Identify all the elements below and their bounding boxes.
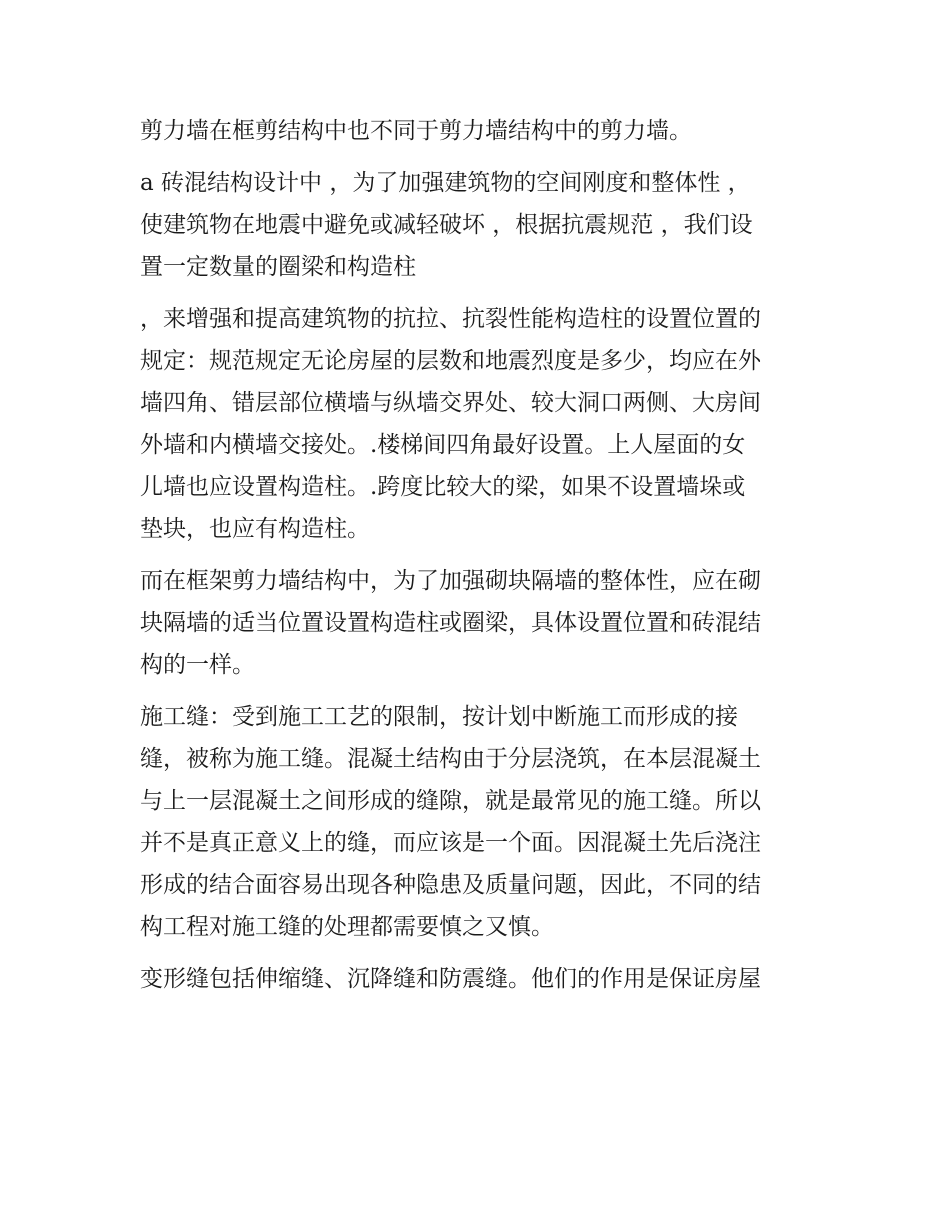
text-line: 而在框架剪力墙结构中，为了加强砌块隔墙的整体性，应在砌 [140,568,761,594]
text-line: 构工程对施工缝的处理都需要慎之又慎。 [140,914,554,940]
text-line: 使建筑物在地震中避免或减轻破坏 ，根据抗震规范 ，我们设 [140,212,753,238]
text-line: 施工缝：受到施工工艺的限制，按计划中断施工而形成的接 [140,704,738,730]
paragraph-deformation-joint [140,958,820,1000]
text-line: 变形缝包括伸缩缝、沉降缝和防震缝。他们的作用是保证房屋 [140,966,761,992]
text-line: 块隔墙的适当位置设置构造柱或圈梁，具体设置位置和砖混结 [140,610,761,636]
paragraph-shear-wall [140,110,820,152]
text-line: 形成的结合面容易出现各种隐患及质量问题，因此，不同的结 [140,872,761,898]
text-line: ，来增强和提高建筑物的抗拉、抗裂性能构造柱的设置位置的 [140,306,761,332]
text-line: 儿墙也应设置构造柱。.跨度比较大的梁，如果不设置墙垛或 [140,474,746,500]
text-line: 外墙和内横墙交接处。.楼梯间四角最好设置。上人屋面的女 [140,432,746,458]
text-line: 构的一样。 [140,652,255,678]
paragraph-construction-joint [140,696,820,948]
paragraph-constructional-column [140,298,820,550]
text-line: 垫块，也应有构造柱。 [140,516,370,542]
text-line: 并不是真正意义上的缝，而应该是一个面。因混凝土先后浇注 [140,830,761,856]
document-body [140,110,820,1000]
text-line: 墙四角、错层部位横墙与纵墙交界处、较大洞口两侧、大房间 [140,390,761,416]
text-line: 剪力墙在框剪结构中也不同于剪力墙结构中的剪力墙。 [140,118,692,144]
text-line: 与上一层混凝土之间形成的缝隙，就是最常见的施工缝。所以 [140,788,761,814]
text-line: 置一定数量的圈梁和构造柱 [140,254,416,280]
text-line: 规定：规范规定无论房屋的层数和地震烈度是多少，均应在外 [140,348,761,374]
text-line: 缝，被称为施工缝。混凝土结构由于分层浇筑，在本层混凝土 [140,746,761,772]
text-line: a 砖混结构设计中 ，为了加强建筑物的空间刚度和整体性 ， [140,170,751,196]
paragraph-frame-shear-wall [140,560,820,686]
paragraph-brick-masonry [140,162,820,288]
